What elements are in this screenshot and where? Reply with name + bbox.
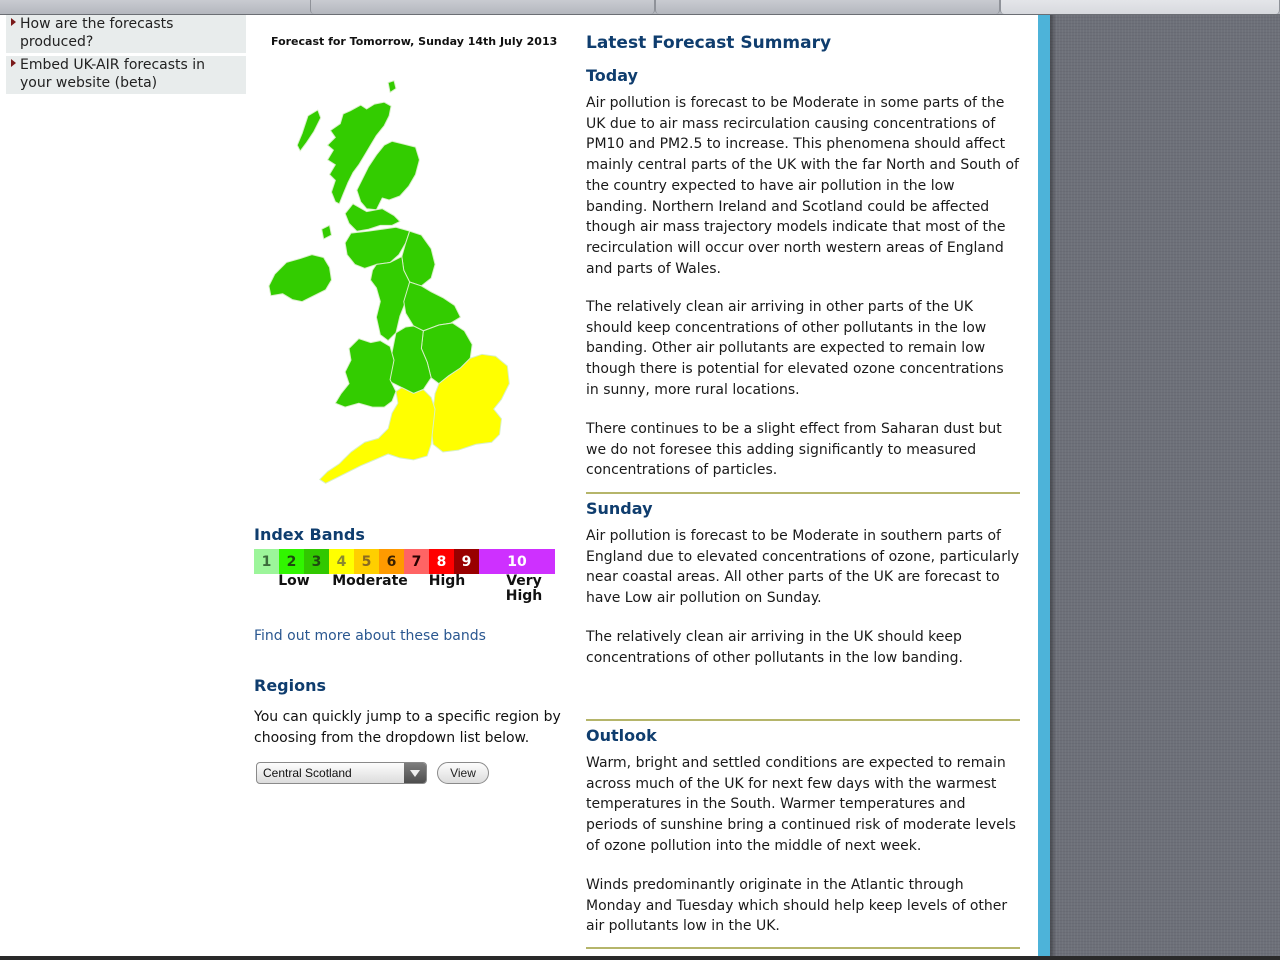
browser-tab-bar: [0, 0, 1280, 15]
web-page: [0, 15, 1038, 960]
index-band-10: 10: [479, 549, 555, 574]
index-band-2: 2: [279, 549, 304, 574]
page-edge-strip: [1038, 15, 1050, 960]
index-band-8: 8: [429, 549, 454, 574]
desktop-background: [1050, 15, 1280, 960]
sidebar-item-label: How are the forecasts produced?: [20, 16, 174, 50]
region-dropdown[interactable]: [256, 762, 427, 784]
sidebar-item-forecasts-produced[interactable]: [6, 15, 246, 53]
today-heading: Today: [586, 66, 638, 85]
map-region-orkney: [388, 81, 396, 93]
section-divider: [586, 719, 1020, 721]
index-band-labels: [254, 574, 564, 614]
sidebar-nav: [6, 15, 246, 97]
band-label-moderate: Moderate: [332, 573, 408, 589]
arrow-right-icon: [11, 18, 16, 26]
summary-title: Latest Forecast Summary: [586, 33, 832, 53]
find-out-more-bands-link[interactable]: Find out more about these bands: [254, 628, 486, 644]
uk-forecast-map[interactable]: [254, 67, 534, 497]
browser-tab-active[interactable]: [1000, 0, 1280, 14]
index-band-5: 5: [354, 549, 379, 574]
index-band-7: 7: [404, 549, 429, 574]
band-label-high: High: [428, 573, 466, 589]
map-region-northern-ireland: [269, 255, 332, 302]
section-divider: [586, 492, 1020, 494]
band-label-very-high: Very High: [505, 573, 543, 604]
sidebar-item-embed-forecasts[interactable]: [6, 56, 246, 94]
sidebar-item-label: Embed UK-AIR forecasts in your website (beta): [20, 57, 206, 91]
desktop-shadow: [1050, 15, 1056, 960]
sunday-paragraph: Air pollution is forecast to be Moderate in southern parts of England due to elevated concentrations of ozone, particularly near coastal areas. All other parts of the UK are forecast to have Low air pollution on Sunday.: [586, 528, 1020, 607]
sunday-heading: Sunday: [586, 499, 653, 518]
today-paragraph: The relatively clean air arriving in other parts of the UK should keep concentrations of other pollutants in the low banding. Other air pollutants are expected to remain low though there is potential for elevated ozone concentrations in sunny, more rural locations.: [586, 299, 1004, 398]
index-bands-heading: Index Bands: [254, 525, 365, 544]
window-bottom-edge: [0, 956, 1280, 960]
sunday-paragraph: The relatively clean air arriving in the UK should keep concentrations of other pollutants in the low banding.: [586, 629, 963, 666]
index-bands-scale: [254, 549, 555, 574]
arrow-right-icon: [11, 59, 16, 67]
outlook-heading: Outlook: [586, 726, 657, 745]
section-divider: [586, 947, 1020, 949]
index-band-1: 1: [254, 549, 279, 574]
band-label-low: Low: [278, 573, 310, 589]
index-band-9: 9: [454, 549, 479, 574]
today-paragraph: There continues to be a slight effect from Saharan dust but we do not foresee this adding significantly to measured concentrations of particles.: [586, 421, 1002, 479]
map-title: Forecast for Tomorrow, Sunday 14th July 2013: [271, 35, 558, 48]
index-band-3: 3: [304, 549, 329, 574]
browser-tab[interactable]: [310, 0, 655, 14]
map-region-wales: [335, 339, 396, 407]
today-paragraph: Air pollution is forecast to be Moderate in some parts of the UK due to air mass recirculation causing concentrations of PM10 and PM2.5 to increase. This phenomena should affect mainly central parts of the UK with the far North and South of the country expected to have air pollution in the low banding. Northern Ireland and Scotland could be affected though air mass trajectory models indicate that most of the recirculation will occur over north western areas of England and parts of Wales.: [586, 95, 1019, 277]
browser-tab[interactable]: [655, 0, 1000, 14]
map-region-islay: [322, 225, 332, 239]
regions-description: You can quickly jump to a specific region by choosing from the dropdown list below.: [254, 709, 561, 746]
chevron-down-icon[interactable]: [404, 763, 426, 783]
index-band-4: 4: [329, 549, 354, 574]
outlook-paragraph: Warm, bright and settled conditions are expected to remain across much of the UK for next few days with the warmest temperatures in the South. Warmer temperatures and periods of sunshine bring a continued risk of moderate levels of ozone pollution into the middle of next week.: [586, 755, 1016, 854]
view-region-button[interactable]: View: [437, 762, 489, 784]
index-band-6: 6: [379, 549, 404, 574]
region-dropdown-value: Central Scotland: [263, 766, 352, 780]
map-region-outer-hebrides: [297, 110, 320, 151]
outlook-paragraph: Winds predominantly originate in the Atlantic through Monday and Tuesday which should help keep levels of other air pollutants low in the UK.: [586, 877, 1008, 935]
regions-heading: Regions: [254, 676, 327, 695]
